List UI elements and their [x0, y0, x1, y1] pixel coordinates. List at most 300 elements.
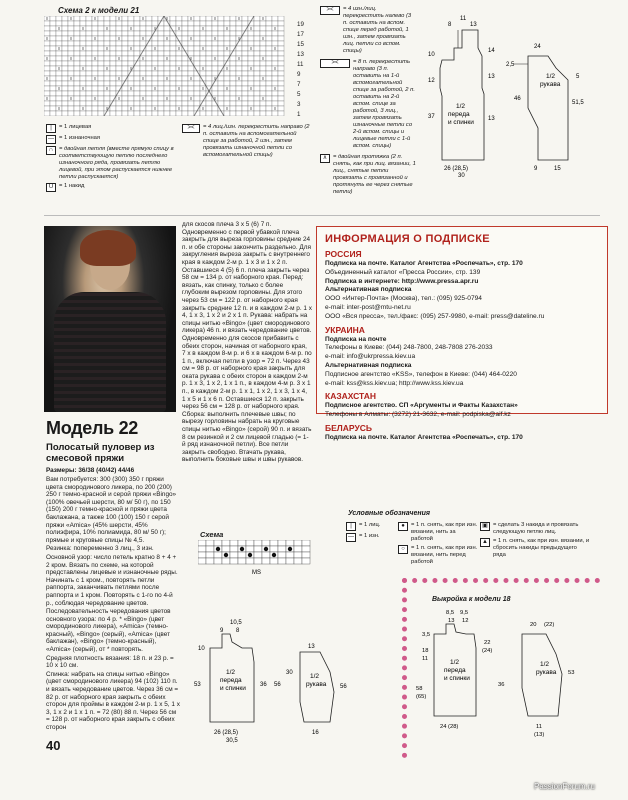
chart-cell — [278, 61, 284, 66]
chart-cell — [236, 51, 242, 56]
chart-cell — [50, 81, 56, 86]
chart-cell — [260, 21, 266, 26]
chart-cell — [294, 552, 302, 558]
pattern-label: 1/2 — [226, 669, 236, 676]
chart-cell — [254, 546, 262, 552]
chart-cell — [254, 41, 260, 46]
chart-cell — [170, 96, 176, 101]
chart-cell — [104, 96, 110, 101]
chart-cell — [266, 21, 272, 26]
chart-cell — [146, 101, 152, 106]
chart-cell — [146, 51, 152, 56]
chart-cell — [104, 36, 110, 41]
small-scheme-chart — [198, 540, 318, 576]
chart-cell — [254, 16, 260, 21]
chart-cell — [68, 31, 74, 36]
chart-cell — [198, 540, 206, 546]
chart-cell — [278, 26, 284, 31]
legend-text: = 4 изн./лиц. перекрестить налево (3 п. оставить на вспом. спице перед работой, 1 изн., затем провязать лиц. петли со вспом. спицы) — [343, 6, 412, 54]
pattern-label: (24) — [482, 648, 493, 654]
chart-cell — [194, 21, 200, 26]
chart-cell — [260, 101, 266, 106]
chart-cell — [68, 46, 74, 51]
chart-cell — [80, 16, 86, 21]
chart-cell — [230, 91, 236, 96]
chart-cell — [212, 31, 218, 36]
chart-cell — [218, 21, 224, 26]
pattern-label: 3,5 — [422, 632, 431, 638]
chart-cell — [68, 91, 74, 96]
chart-cell — [272, 76, 278, 81]
row-number: 17 — [297, 31, 304, 38]
chart-cell — [278, 91, 284, 96]
chart-cell — [152, 56, 158, 61]
chart-cell — [246, 546, 254, 552]
pattern-label: 46 — [514, 96, 521, 102]
chart-cell — [122, 86, 128, 91]
chart-cell — [74, 41, 80, 46]
pattern-label: 36 — [498, 682, 505, 688]
chart-cell — [230, 71, 236, 76]
legend-symbol: | — [346, 522, 356, 531]
chart-cell — [272, 16, 278, 21]
chart-cell — [158, 56, 164, 61]
chart-cell — [272, 96, 278, 101]
chart-cell — [44, 61, 50, 66]
chart-cell — [44, 46, 50, 51]
slip-stitch-mark — [216, 547, 220, 551]
chart-cell — [194, 36, 200, 41]
chart-cell — [80, 36, 86, 41]
chart-cell — [182, 56, 188, 61]
chart-cell — [230, 66, 236, 71]
chart-cell — [224, 51, 230, 56]
chart-cell — [242, 66, 248, 71]
chart-cell — [62, 111, 68, 116]
divider — [44, 215, 600, 216]
chart-cell — [86, 86, 92, 91]
chart-cell — [80, 61, 86, 66]
chart-cell — [194, 26, 200, 31]
chart-cell — [212, 66, 218, 71]
chart-cell — [218, 81, 224, 86]
chart-cell — [62, 91, 68, 96]
pattern-label: 8 — [448, 22, 452, 28]
pattern-label: 13 — [308, 644, 315, 650]
chart-cell — [164, 66, 170, 71]
chart-cell — [182, 36, 188, 41]
chart-cell — [122, 41, 128, 46]
chart-cell — [278, 540, 286, 546]
chart-cell — [56, 81, 62, 86]
chart-cell — [86, 21, 92, 26]
chart-cell — [74, 66, 80, 71]
chart-cell — [242, 56, 248, 61]
chart-cell — [110, 26, 116, 31]
chart-cell — [110, 21, 116, 26]
pattern-label: 15 — [554, 166, 561, 172]
chart-cell — [80, 56, 86, 61]
chart-cell — [278, 56, 284, 61]
chart-cell — [302, 558, 310, 564]
chart-cell — [286, 540, 294, 546]
chart-cell — [272, 81, 278, 86]
legend-symbol: >< — [320, 59, 350, 68]
chart-cell — [236, 46, 242, 51]
chart-cell — [188, 91, 194, 96]
chart-cell — [266, 106, 272, 111]
chart-cell — [104, 56, 110, 61]
chart-cell — [270, 546, 278, 552]
chart-cell — [128, 21, 134, 26]
chart-cell — [176, 101, 182, 106]
chart-cell — [278, 21, 284, 26]
chart-cell — [158, 66, 164, 71]
chart-cell — [50, 106, 56, 111]
chart-cell — [278, 71, 284, 76]
chart-cell — [242, 46, 248, 51]
pattern-label: рукава — [306, 681, 327, 688]
chart-cell — [246, 540, 254, 546]
chart-cell — [92, 86, 98, 91]
chart-cell — [254, 21, 260, 26]
model-sizes: Размеры: 36/38 (40/42) 44/46 — [46, 467, 135, 474]
chart-cell — [134, 86, 140, 91]
chart-cell — [242, 81, 248, 86]
legend-symbol: >< — [320, 6, 340, 15]
chart-cell — [206, 46, 212, 51]
chart-cell — [62, 66, 68, 71]
chart-cell — [224, 71, 230, 76]
chart-cell — [116, 71, 122, 76]
chart-cell — [214, 552, 222, 558]
chart-cell — [98, 76, 104, 81]
legend2-col3 — [480, 522, 590, 561]
chart-cell — [266, 96, 272, 101]
chart-cell — [86, 26, 92, 31]
chart-cell — [266, 111, 272, 116]
chart-cell — [206, 56, 212, 61]
chart-cell — [128, 61, 134, 66]
chart-cell — [200, 91, 206, 96]
pattern-label: 10 — [198, 646, 205, 652]
sub-line: Подписка на почте. Каталог Агентства «Роспечать», стр. 170 — [325, 260, 523, 267]
chart-cell — [140, 101, 146, 106]
chart-cell — [110, 66, 116, 71]
chart-cell — [224, 76, 230, 81]
chart-cell — [188, 31, 194, 36]
pattern-label: 8 — [236, 628, 240, 634]
chart-cell — [188, 106, 194, 111]
chart-cell — [222, 558, 230, 564]
chart-cell — [270, 540, 278, 546]
chart-cell — [62, 56, 68, 61]
chart-cell — [80, 41, 86, 46]
legend-text: = 1 изн. — [359, 533, 380, 539]
chart-cell — [218, 46, 224, 51]
chart-cell — [164, 61, 170, 66]
chart-cell — [182, 86, 188, 91]
chart-cell — [158, 41, 164, 46]
chart-cell — [44, 31, 50, 36]
chart-cell — [236, 81, 242, 86]
sub-line: e-mail: info@ukrpressa.kiev.ua — [325, 353, 416, 361]
chart-cell — [146, 111, 152, 116]
chart-cell — [242, 106, 248, 111]
chart-cell — [62, 36, 68, 41]
chart-cell — [254, 36, 260, 41]
chart-cell — [194, 91, 200, 96]
chart-cell — [134, 111, 140, 116]
model-sweater — [54, 292, 166, 412]
chart-cell — [218, 16, 224, 21]
chart-cell — [86, 36, 92, 41]
chart-cell — [266, 41, 272, 46]
pattern-label: 1/2 — [450, 659, 460, 666]
chart-cell — [158, 86, 164, 91]
chart-cell — [200, 61, 206, 66]
legend-symbol: U — [46, 183, 56, 192]
chart-cell — [104, 51, 110, 56]
chart-cell — [56, 91, 62, 96]
chart-cell — [152, 101, 158, 106]
pattern-label: 12 — [462, 618, 469, 624]
chart-cell — [62, 71, 68, 76]
chart-cell — [164, 101, 170, 106]
chart-cell — [170, 76, 176, 81]
chart-cell — [62, 86, 68, 91]
chart-cell — [254, 111, 260, 116]
chart-cell — [236, 101, 242, 106]
chart-cell — [248, 56, 254, 61]
scheme2-legend-right — [320, 6, 416, 198]
chart-cell — [230, 16, 236, 21]
chart-cell — [128, 51, 134, 56]
region-title: УКРАИНА — [325, 324, 365, 335]
chart-cell — [116, 51, 122, 56]
chart-cell — [260, 86, 266, 91]
chart-cell — [266, 66, 272, 71]
chart-cell — [262, 558, 270, 564]
chart-cell — [236, 86, 242, 91]
chart-cell — [248, 91, 254, 96]
pattern-label: 56 — [274, 682, 281, 688]
chart-cell — [140, 106, 146, 111]
row-number: 5 — [297, 91, 301, 98]
chart-cell — [224, 91, 230, 96]
chart-cell — [236, 91, 242, 96]
chart-cell — [158, 36, 164, 41]
chart-cell — [212, 41, 218, 46]
chart-cell — [158, 81, 164, 86]
chart-cell — [278, 81, 284, 86]
chart-cell — [44, 21, 50, 26]
sub-line: e-mail: inter-post@mtu-net.ru — [325, 303, 411, 311]
chart-cell — [230, 552, 238, 558]
chart-cell — [266, 86, 272, 91]
chart-cell — [98, 56, 104, 61]
pattern-label: 13 — [470, 22, 477, 28]
chart-cell — [56, 61, 62, 66]
chart-cell — [170, 41, 176, 46]
chart-cell — [128, 56, 134, 61]
chart-cell — [68, 21, 74, 26]
chart-cell — [152, 81, 158, 86]
scheme2-chart — [44, 16, 294, 116]
chart-cell — [50, 101, 56, 106]
chart-cell — [158, 46, 164, 51]
chart-cell — [50, 21, 56, 26]
instr-paragraph: Последовательность чередования цветов основного узора: по 4 р. * «Bingo» (цвет смородинового ликера), «Amica» (темно-красный), «Bingo» (серый), «Amica» (цвет баклажан), «Bingo» (темно-красный), «Amica» (серый), от * повторять. — [46, 608, 171, 654]
chart-cell — [152, 71, 158, 76]
chart-cell — [140, 81, 146, 86]
chart-cell — [146, 91, 152, 96]
chart-cell — [182, 111, 188, 116]
chart-cell — [302, 552, 310, 558]
chart-cell — [254, 540, 262, 546]
chart-cell — [242, 71, 248, 76]
chart-cell — [74, 91, 80, 96]
chart-cell — [218, 101, 224, 106]
chart-cell — [86, 31, 92, 36]
chart-cell — [68, 61, 74, 66]
chart-cell — [134, 91, 140, 96]
chart-cell — [74, 51, 80, 56]
instr-paragraph: Вам потребуется: 300 (300) 350 г пряжи цвета смородинового ликера, по 200 (200) 250 г темно-красной и серой пряжи «Bingo» (100% овечьей шерсти, 80 м/ 50 г), по 150 (150) 200 г темно-красной и пряжи цвета баклажана, а также 100 (100) 150 г серой пряжи «Amica» (45% шерсти, 45% полиэфира, 10% полиамида, 80 м/ 50 г); прямые и круговые спицы № 4,5. — [46, 476, 177, 544]
sub-line: e-mail: kss@kss.kiev.ua; http://www.kss.kiev.ua — [325, 379, 464, 387]
chart-cell — [188, 81, 194, 86]
chart-cell — [206, 26, 212, 31]
chart-cell — [254, 46, 260, 51]
chart-cell — [146, 96, 152, 101]
model-hair — [80, 230, 136, 266]
chart-cell — [116, 21, 122, 26]
chart-cell — [68, 111, 74, 116]
chart-cell — [182, 21, 188, 26]
chart-cell — [140, 66, 146, 71]
chart-cell — [122, 46, 128, 51]
chart-cell — [206, 101, 212, 106]
chart-cell — [230, 111, 236, 116]
chart-cell — [74, 81, 80, 86]
pattern-label: 24 — [534, 44, 541, 50]
pattern-label: 1/2 — [540, 661, 550, 668]
chart-cell — [116, 26, 122, 31]
chart-cell — [230, 558, 238, 564]
chart-cell — [98, 86, 104, 91]
chart-cell — [194, 81, 200, 86]
chart-cell — [272, 36, 278, 41]
chart-cell — [272, 71, 278, 76]
chart-cell — [122, 56, 128, 61]
chart-cell — [242, 16, 248, 21]
chart-cell — [286, 558, 294, 564]
chart-cell — [134, 71, 140, 76]
chart-cell — [230, 61, 236, 66]
chart-cell — [294, 558, 302, 564]
chart-cell — [86, 46, 92, 51]
chart-cell — [116, 81, 122, 86]
chart-cell — [104, 61, 110, 66]
chart-cell — [158, 91, 164, 96]
chart-cell — [68, 41, 74, 46]
pattern-label: 1/2 — [310, 673, 320, 680]
bottom-left-pattern — [190, 612, 358, 756]
pattern-label: 10 — [428, 52, 435, 58]
pattern-label: 2,5 — [506, 62, 515, 68]
pattern-label: 53 — [568, 670, 575, 676]
chart-cell — [238, 540, 246, 546]
chart-cell — [92, 101, 98, 106]
chart-cell — [164, 81, 170, 86]
chart-cell — [206, 61, 212, 66]
chart-cell — [170, 101, 176, 106]
chart-cell — [98, 31, 104, 36]
chart-cell — [212, 21, 218, 26]
chart-cell — [206, 66, 212, 71]
chart-cell — [50, 111, 56, 116]
chart-cell — [212, 61, 218, 66]
chart-cell — [278, 16, 284, 21]
chart-cell — [224, 96, 230, 101]
chart-cell — [176, 111, 182, 116]
chart-cell — [182, 81, 188, 86]
chart-cell — [170, 71, 176, 76]
row-number: 3 — [297, 101, 301, 108]
chart-cell — [248, 101, 254, 106]
chart-cell — [164, 111, 170, 116]
chart-cell — [122, 96, 128, 101]
chart-cell — [50, 26, 56, 31]
scheme2-row-numbers — [297, 20, 311, 120]
chart-cell — [134, 51, 140, 56]
pattern-label: 16 — [312, 730, 319, 736]
chart-cell — [122, 106, 128, 111]
chart-cell — [188, 111, 194, 116]
pattern-label: 9,5 — [460, 610, 469, 616]
chart-cell — [146, 46, 152, 51]
chart-cell — [266, 101, 272, 106]
chart-cell — [56, 21, 62, 26]
chart-cell — [266, 61, 272, 66]
chart-cell — [146, 56, 152, 61]
chart-cell — [200, 111, 206, 116]
chart-cell — [254, 56, 260, 61]
chart-cell — [134, 21, 140, 26]
chart-cell — [56, 51, 62, 56]
chart-cell — [98, 61, 104, 66]
chart-cell — [182, 76, 188, 81]
chart-cell — [182, 16, 188, 21]
sub-line: Альтернативная подписка — [325, 361, 412, 369]
chart-cell — [134, 101, 140, 106]
sub-line: Подписное агентство «KSS», телефон в Киеве: (044) 464-0220 — [325, 370, 517, 378]
chart-cell — [80, 81, 86, 86]
chart-cell — [260, 91, 266, 96]
chart-cell — [218, 86, 224, 91]
chart-cell — [92, 91, 98, 96]
chart-cell — [128, 16, 134, 21]
chart-cell — [206, 16, 212, 21]
chart-cell — [134, 96, 140, 101]
chart-cell — [134, 41, 140, 46]
chart-cell — [140, 26, 146, 31]
chart-cell — [98, 71, 104, 76]
slip-stitch-mark — [288, 547, 292, 551]
chart-cell — [62, 96, 68, 101]
row-number: 9 — [297, 71, 301, 78]
chart-cell — [116, 41, 122, 46]
